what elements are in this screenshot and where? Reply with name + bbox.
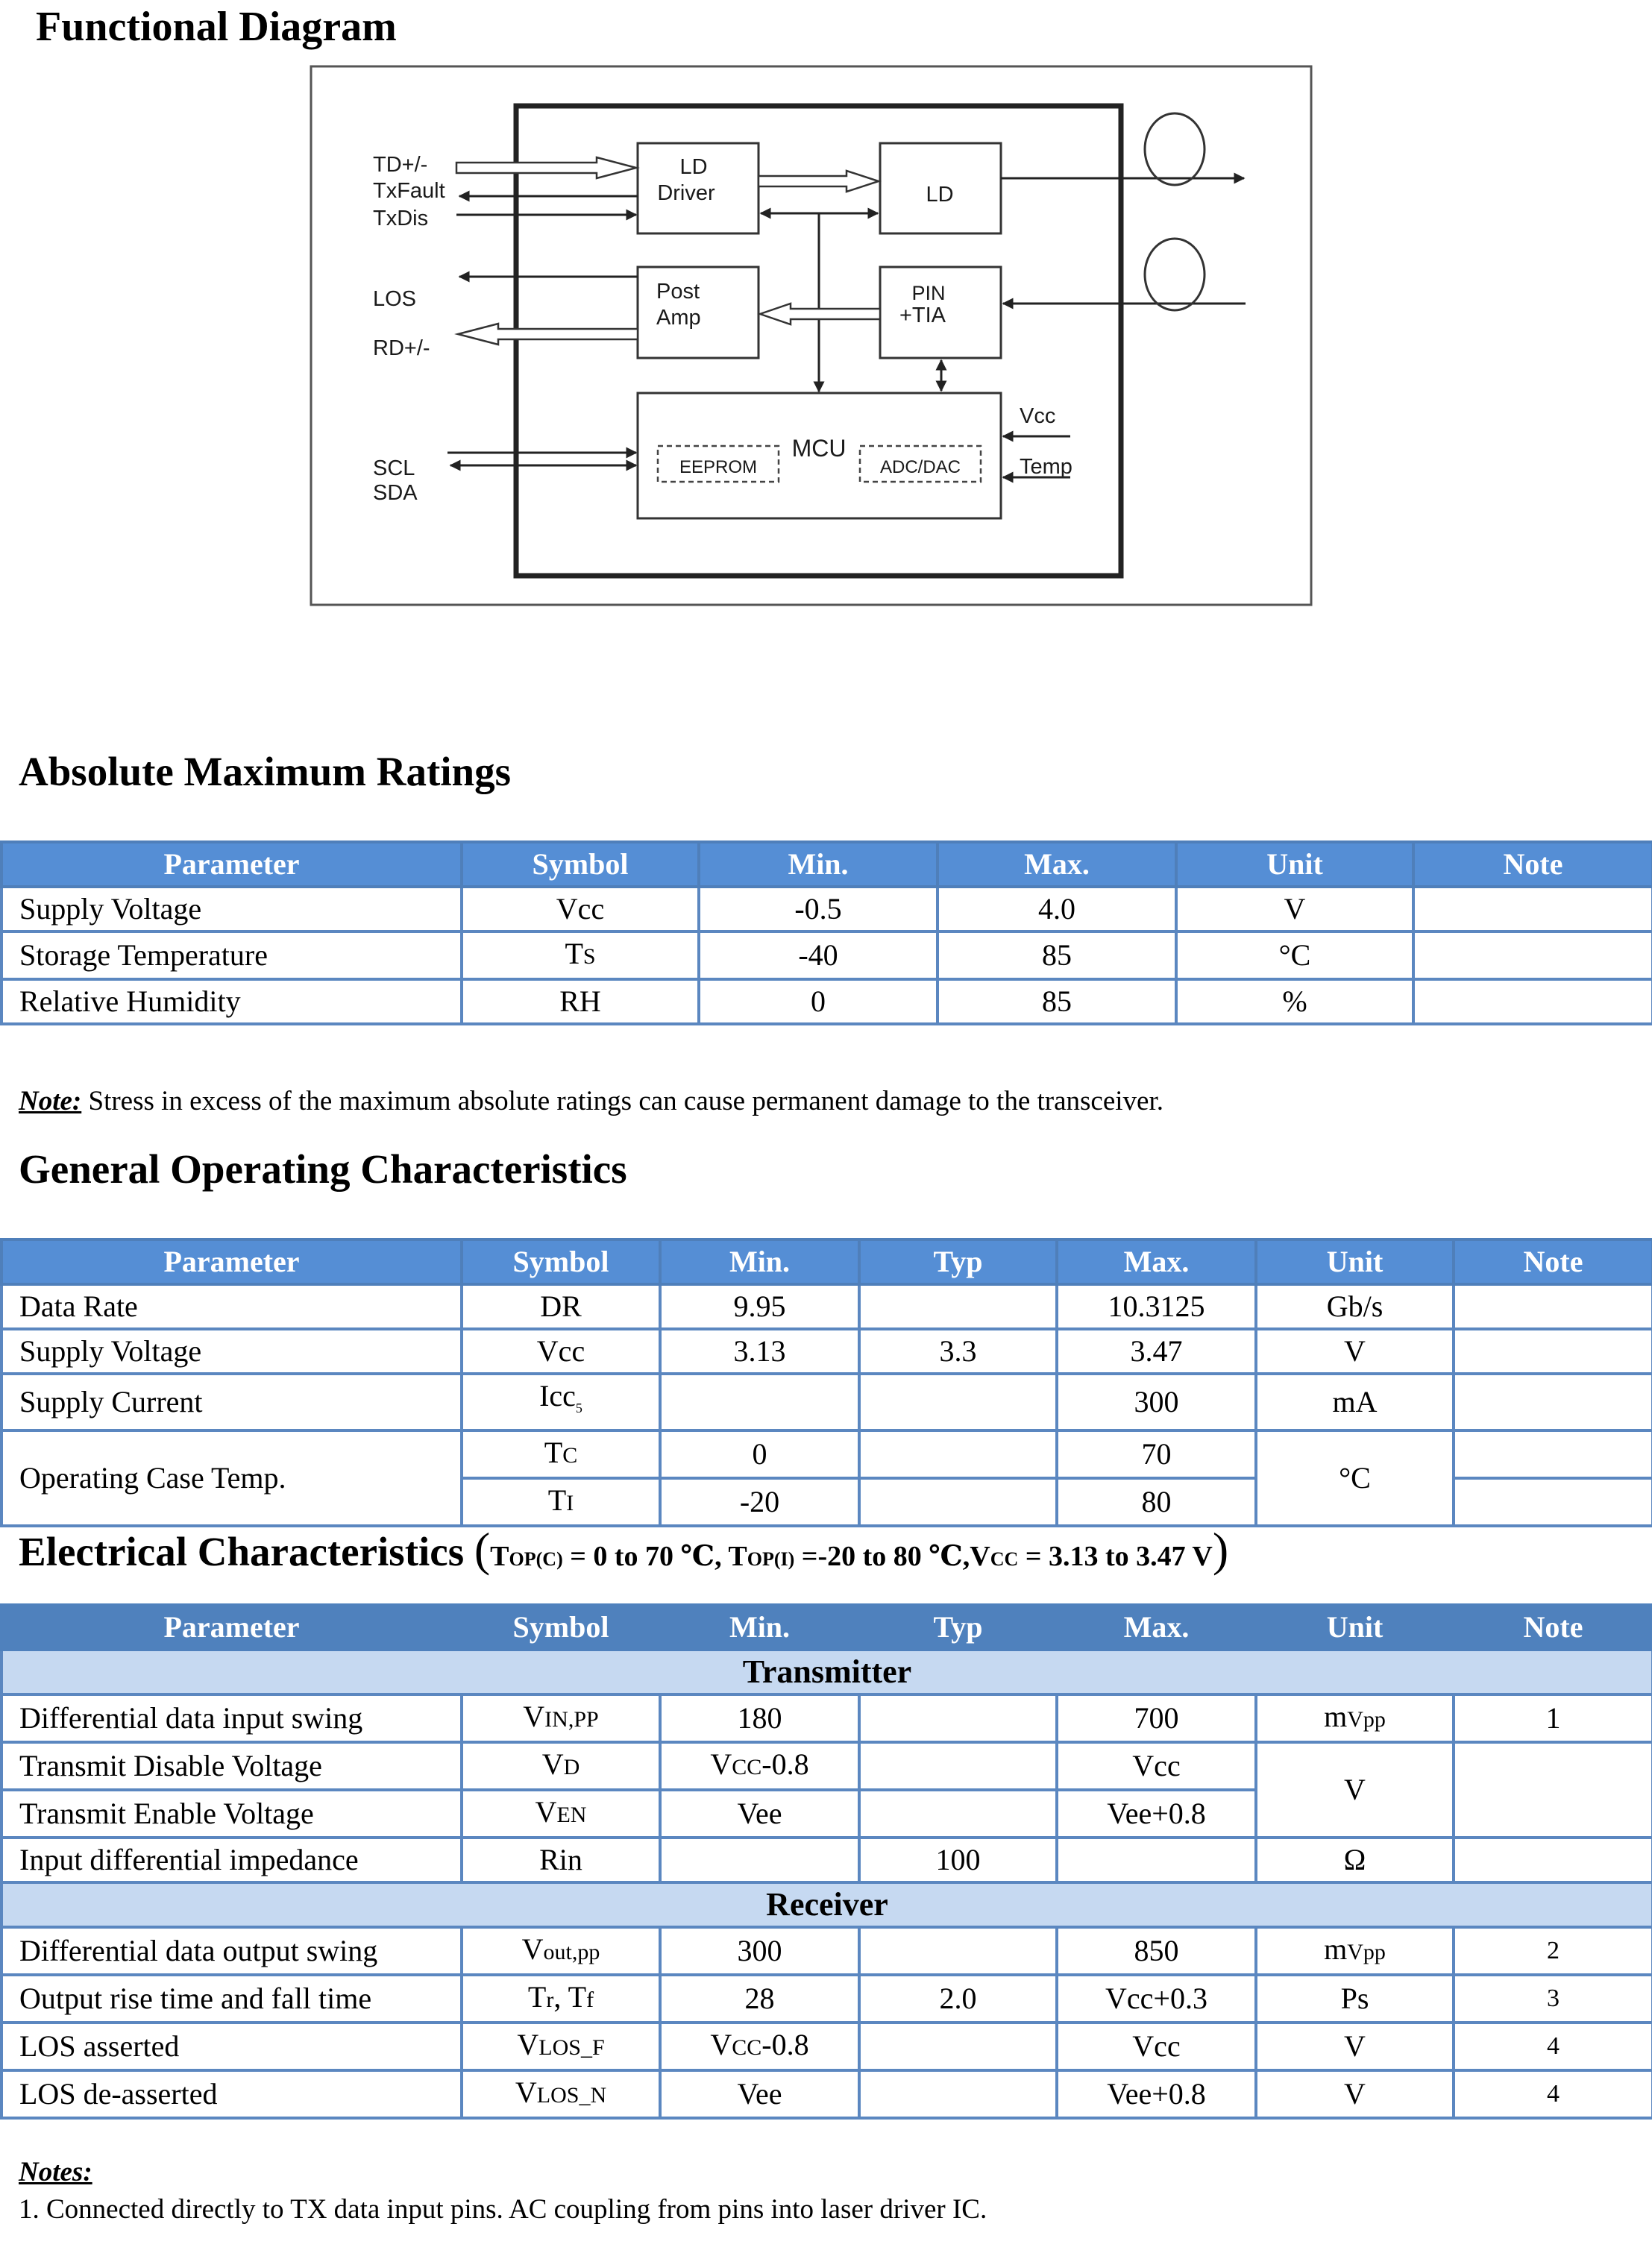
- table-row: Supply Voltage Vcc 3.13 3.3 3.47 V: [1, 1329, 1652, 1374]
- signal-txfault: TxFault: [373, 179, 445, 203]
- col-header: Min.: [699, 842, 938, 887]
- general-operating-table: [0, 1238, 1652, 1527]
- rx-fiber-icon: [1145, 239, 1205, 310]
- signal-vcc: Vcc: [1020, 404, 1056, 428]
- svg-text:EEPROM: EEPROM: [679, 457, 758, 477]
- pin-tia-block: [880, 267, 1001, 358]
- col-header: Symbol: [462, 842, 699, 887]
- signal-temp: Temp: [1020, 455, 1072, 479]
- table-row: LOS de-asserted VLOS_N Vee Vee+0.8 V 4: [1, 2070, 1652, 2118]
- svg-text:LD: LD: [926, 183, 954, 207]
- absolute-max-note: Note: Stress in excess of the maximum absolute ratings can cause permanent damage to the transceiver.: [19, 1086, 1164, 1116]
- table-row: TI -20 80: [1, 1478, 1652, 1526]
- svg-text:Post: Post: [656, 280, 700, 304]
- svg-text:PIN: PIN: [911, 282, 946, 304]
- signal-sda: SDA: [373, 481, 418, 505]
- svg-text:ADC/DAC: ADC/DAC: [879, 457, 961, 477]
- table-row: Differential data input swing VIN,PP 180 700 mVpp 1: [1, 1694, 1652, 1742]
- svg-text:Amp: Amp: [656, 306, 701, 330]
- table-row: Supply Voltage Vcc -0.5 4.0 V: [1, 887, 1652, 931]
- post-amp-block: [638, 267, 759, 358]
- table-row: Output rise time and fall time Tr, Tf 28 2.0 Vcc+0.3 Ps 3: [1, 1975, 1652, 2023]
- signal-txdis: TxDis: [373, 207, 429, 230]
- table-row: Storage Temperature TS -40 85 °C: [1, 931, 1652, 979]
- note-item: 1. Connected directly to TX data input pins. AC coupling from pins into laser driver IC.: [19, 2194, 987, 2225]
- signal-scl: SCL: [373, 456, 415, 480]
- table-header-row: Parameter Symbol Min. Typ Max. Unit Note: [1, 1605, 1652, 1650]
- table-row: Operating Case Temp. TC 0 70 °C: [1, 1430, 1652, 1478]
- svg-text:LD: LD: [679, 155, 708, 179]
- electrical-title: Electrical Characteristics (TOP(C) = 0 to 70 ℃, TOP(I) =-20 to 80 ℃,VCC = 3.13 to 3.47 V): [19, 1523, 1229, 1576]
- general-operating-title: General Operating Characteristics: [19, 1146, 627, 1192]
- absolute-max-title: Absolute Maximum Ratings: [19, 749, 512, 794]
- table-row: Transmit Enable Voltage VEN Vee Vee+0.8: [1, 1790, 1652, 1838]
- table-row: Differential data output swing Vout,pp 300 850 mVpp 2: [1, 1927, 1652, 1975]
- table-row: Data Rate DR 9.95 10.3125 Gb/s: [1, 1284, 1652, 1329]
- td-arrow: [456, 157, 636, 178]
- section-row-receiver: Receiver: [1, 1882, 1652, 1927]
- ld-block: [880, 143, 1001, 233]
- signal-rd: RD+/-: [373, 336, 430, 360]
- col-header: Max.: [938, 842, 1176, 887]
- signal-td: TD+/-: [373, 153, 428, 177]
- functional-diagram-title: Functional Diagram: [36, 4, 397, 50]
- table-row: Input differential impedance Rin 100 Ω: [1, 1838, 1652, 1882]
- rd-arrow: [458, 324, 638, 345]
- ld-drive-arrow: [759, 171, 879, 192]
- functional-diagram: [0, 0, 1652, 671]
- table-row: LOS asserted VLOS_F VCC-0.8 Vcc V 4: [1, 2023, 1652, 2070]
- absolute-max-table: [0, 840, 1652, 1025]
- section-row-transmitter: Transmitter: [1, 1650, 1652, 1694]
- svg-text:+TIA: +TIA: [899, 304, 946, 327]
- notes-label: Notes:: [19, 2157, 92, 2187]
- ld-driver-block: [638, 143, 759, 233]
- svg-text:MCU: MCU: [791, 435, 847, 462]
- table-row: Supply Current Icc$_5$ 300 mA: [1, 1374, 1652, 1430]
- col-header: Parameter: [1, 842, 462, 887]
- table-header-row: [1, 842, 1652, 887]
- signal-los: LOS: [373, 287, 417, 311]
- table-row: Relative Humidity RH 0 85 %: [1, 979, 1652, 1024]
- mcu-block: [638, 393, 1001, 518]
- svg-text:Driver: Driver: [657, 181, 715, 205]
- tx-fiber-icon: [1145, 113, 1205, 185]
- table-row: Transmit Disable Voltage VD VCC-0.8 Vcc V: [1, 1742, 1652, 1790]
- table-header-row: Parameter Symbol Min. Typ Max. Unit Note: [1, 1239, 1652, 1284]
- col-header: Note: [1413, 842, 1652, 887]
- electrical-table: [0, 1603, 1652, 2120]
- col-header: Unit: [1176, 842, 1413, 887]
